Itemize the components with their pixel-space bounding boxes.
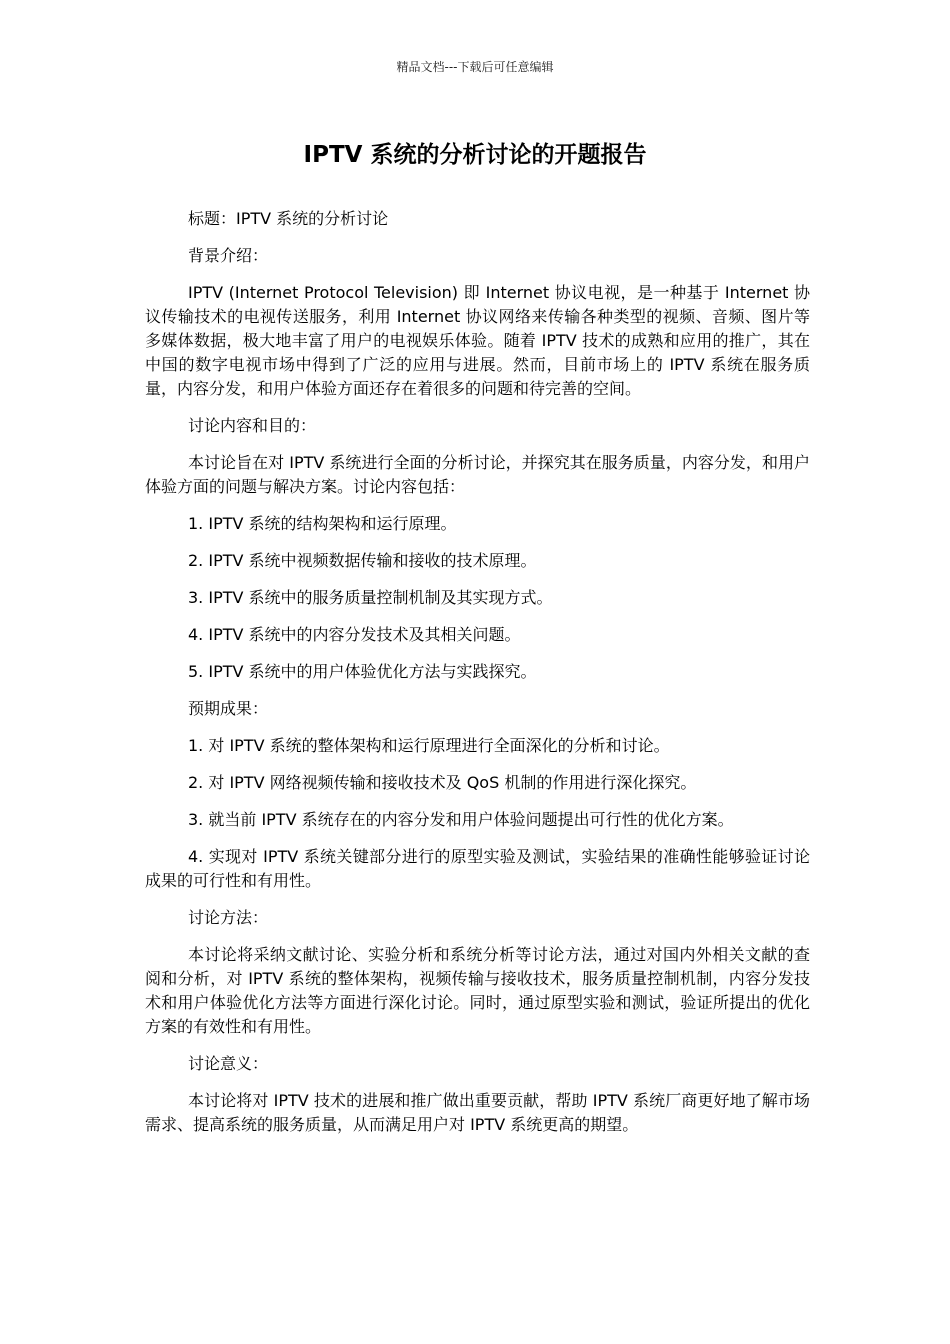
significance-paragraph: 本讨论将对 IPTV 技术的进展和推广做出重要贡献，帮助 IPTV 系统厂商更好地了解市场需求、提高系统的服务质量，从而满足用户对 IPTV 系统更高的期望。 xyxy=(145,1091,810,1134)
section-heading-background: 背景介绍： xyxy=(188,246,269,265)
content-list-item: 4. IPTV 系统中的内容分发技术及其相关问题。 xyxy=(188,625,521,644)
method-paragraph: 本讨论将采纳文献讨论、实验分析和系统分析等讨论方法，通过对国内外相关文献的查阅和分析，对 IPTV 系统的整体架构，视频传输与接收技术，服务质量控制机制，内容分发技术和用户体验优化方法等方面进行深化讨论。同时，通过原型实验和测试，验证所提出的优化方案的有效性和有用性。 xyxy=(145,945,810,1036)
document-body xyxy=(145,207,810,1150)
content-list-item: 3. IPTV 系统中的服务质量控制机制及其实现方式。 xyxy=(188,588,553,607)
results-list-item: 3. 就当前 IPTV 系统存在的内容分发和用户体验问题提出可行性的优化方案。 xyxy=(188,810,734,829)
content-list-item: 2. IPTV 系统中视频数据传输和接收的技术原理。 xyxy=(188,551,537,570)
section-heading-expected-results: 预期成果： xyxy=(188,699,269,718)
section-heading-content-purpose: 讨论内容和目的： xyxy=(188,416,317,435)
subject-line: 标题：IPTV 系统的分析讨论 xyxy=(188,209,389,228)
content-list-item: 5. IPTV 系统中的用户体验优化方法与实践探究。 xyxy=(188,662,537,681)
document-title: IPTV 系统的分析讨论的开题报告 xyxy=(303,142,647,168)
content-purpose-paragraph: 本讨论旨在对 IPTV 系统进行全面的分析讨论，并探究其在服务质量，内容分发，和用户体验方面的问题与解决方案。讨论内容包括： xyxy=(145,453,810,496)
section-heading-method: 讨论方法： xyxy=(188,908,269,927)
section-heading-significance: 讨论意义： xyxy=(188,1054,269,1073)
background-paragraph: IPTV (Internet Protocol Television) 即 Internet 协议电视，是一种基于 Internet 协议传输技术的电视传送服务，利用 Internet 协议网络来传输各种类型的视频、音频、图片等多媒体数据，极大地丰富了用户的电视娱乐体验。随着 IPTV 技术的成熟和应用的推广，其在中国的数字电视市场中得到了广泛的应用与进展。然而，目前市场上的 IPTV 系统在服务质量，内容分发，和用户体验方面还存在着很多的问题和待完善的空间。 xyxy=(145,283,810,398)
results-list-item: 1. 对 IPTV 系统的整体架构和运行原理进行全面深化的分析和讨论。 xyxy=(188,736,670,755)
page-header-watermark: 精品文档---下载后可任意编辑 xyxy=(396,60,554,74)
results-list-item: 4. 实现对 IPTV 系统关键部分进行的原型实验及测试，实验结果的准确性能够验证讨论成果的可行性和有用性。 xyxy=(145,847,810,890)
content-list-item: 1. IPTV 系统的结构架构和运行原理。 xyxy=(188,514,457,533)
results-list-item: 2. 对 IPTV 网络视频传输和接收技术及 QoS 机制的作用进行深化探究。 xyxy=(188,773,697,792)
